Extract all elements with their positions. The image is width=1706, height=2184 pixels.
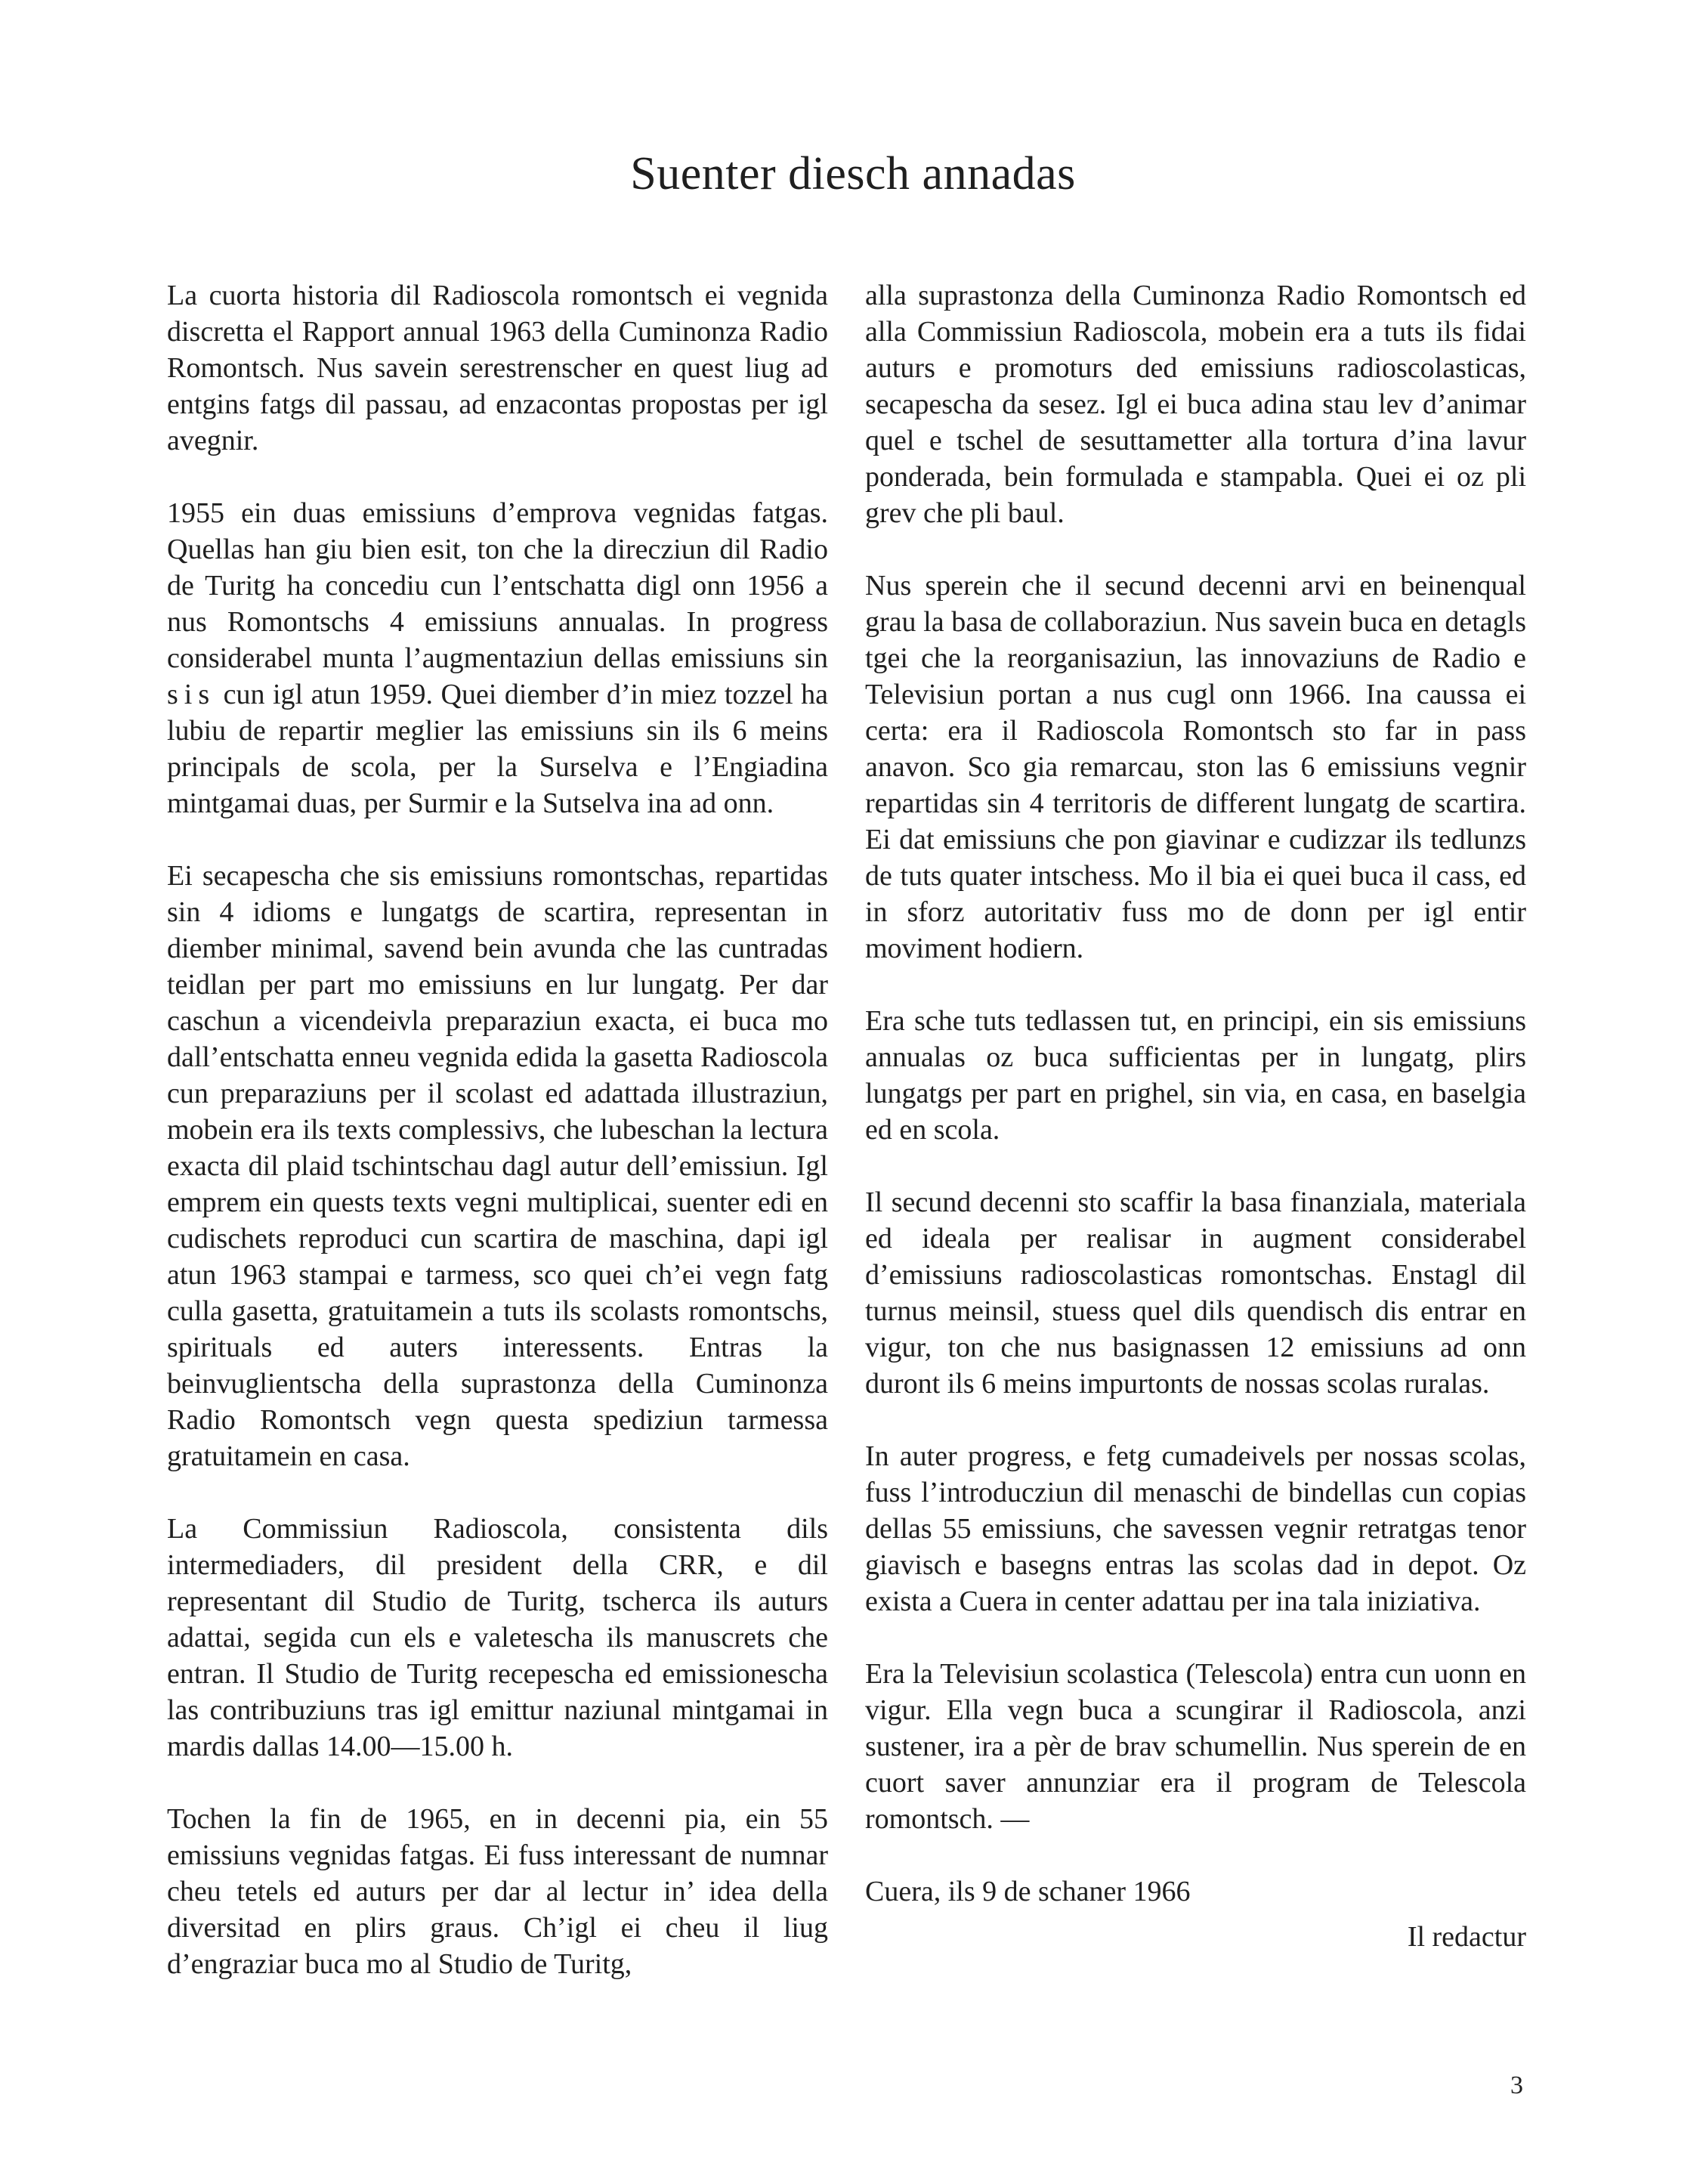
place-date: Cuera, ils 9 de schaner 1966 [865, 1876, 1191, 1907]
right-column [865, 277, 1526, 1955]
paragraph: Il secund decenni sto scaffir la basa finanziala, materiala ed ideala per realisar in augment considerabel d’emissiuns radioscolasticas romontschas. Enstagl dil turnus meinsil, stuess quel dils quendisch dis entrar en vigur, ton che nus basignassen 12 emissiuns ad onn duront ils 6 meins impurtonts de nossas scolas ruralas. [865, 1186, 1526, 1400]
left-column [167, 277, 828, 2018]
paragraph [167, 495, 828, 821]
paragraph: Era la Televisiun scolastica (Telescola) entra cun uonn en vigur. Ella vegn buca a scungirar il Radioscola, anzi sustener, ira a pèr de brav schumellin. Nus sperein de en cuort saver annunziar era il program de Telescola romontsch. — [865, 1658, 1526, 1835]
spaced-emphasis: sis [167, 679, 216, 710]
page-title: Suenter diesch annadas [630, 148, 1076, 200]
paragraph: La cuorta historia dil Radioscola romontsch ei vegnida discretta el Rapport annual 1963 della Cuminonza Radio Romontsch. Nus savein serestrenscher en quest liug ad entgins fatgs dil passau, ad enzacontas propostas per igl avegnir. [167, 280, 828, 456]
paragraph: alla suprastonza della Cuminonza Radio Romontsch ed alla Commissiun Radioscola, mobein era a tuts ils fidai auturs e promoturs ded emissiuns radioscolasticas, secapescha da sesez. Igl ei buca adina stau lev d’animar quel e tschel de sesuttametter alla tortura d’ina lavur ponderada, bein formulada e stampabla. Quei ei oz pli grev che pli baul. [865, 280, 1526, 529]
paragraph: Era sche tuts tedlassen tut, en principi, ein sis emissiuns annualas oz buca sufficientas per in lungatg, plirs lungatgs per part en prighel, sin via, en casa, en baselgia ed en scola. [865, 1005, 1526, 1146]
signature: Il redactur [1407, 1921, 1526, 1953]
paragraph: Ei secapescha che sis emissiuns romontschas, repartidas sin 4 idioms e lungatgs de scartira, representan in diember minimal, savend bein avunda che las cuntradas teidlan per part mo emissiuns en lur lungatg. Per dar caschun a vicendeivla preparaziun exacta, ei buca mo dall’entschatta enneu vegnida edida la gasetta Radioscola cun preparaziuns per il scolast ed adattada illustraziun, mobein era ils texts complessivs, che lubeschan la lectura exacta dil plaid tschintschau dagl autur dell’emissiun. Igl emprem ein quests texts vegni multiplicai, suenter edi en cudischets reproduci cun scartira de maschina, dapi igl atun 1963 stampai e tarmess, sco quei ch’ei vegn fatg culla gasetta, gratuitamein a tuts ils scolasts romontschs, spirituals ed auters interessents. Entras la beinvuglientscha della suprastonza della Cuminonza Radio Romontsch vegn questa spediziun tarmessa gratuitamein en casa. [167, 860, 828, 1472]
paragraph: Nus sperein che il secund decenni arvi en beinenqual grau la basa de collaboraziun. Nus savein buca en detagls tgei che la reorganisaziun, las innovaziuns de Radio e Televisiun portan a nus cugl onn 1966. Ina caussa ei certa: era il Radioscola Romontsch sto far in pass anavon. Sco gia remarcau, ston las 6 emissiuns vegnir repartidas sin 4 territoris de different lungatg de scartira. Ei dat emissiuns che pon giavinar e cudizzar ils tedlunzs de tuts quater intschess. Mo il bia ei quei buca il cass, ed in sforz autoritativ fuss mo de donn per igl entir moviment hodiern. [865, 570, 1526, 964]
paragraph: La Commissiun Radioscola, consistenta dils intermediaders, dil president della CRR, e dil representant dil Studio de Turitg, tscherca ils auturs adattai, segida cun els e valetescha ils manuscrets che entran. Il Studio de Turitg recepescha ed emissionescha las contribuziuns tras igl emittur naziunal mintgamai in mardis dallas 14.00—15.00 h. [167, 1513, 828, 1762]
page-number: 3 [1510, 2071, 1523, 2099]
paragraph-text: 1955 ein duas emissiuns d’emprova vegnidas fatgas. Quellas han giu bien esit, ton che la direcziun dil Radio de Turitg ha concediu cun l’entschatta digl onn 1956 a nus Romontschs 4 emissiuns annualas. In progress considerabel munta l’augmentaziun dellas emissiuns sin [167, 497, 828, 674]
paragraph: Tochen la fin de 1965, en in decenni pia, ein 55 emissiuns vegnidas fatgas. Ei fuss interessant de numnar cheu tetels ed auturs per dar al lectur in’ idea della diversitad en plirs graus. Ch’igl ei cheu il liug d’engraziar buca mo al Studio de Turitg, [167, 1803, 828, 1980]
paragraph: In auter progress, e fetg cumadeivels per nossas scolas, fuss l’introducziun dil menaschi de bindellas cun copias dellas 55 emissiuns, che savessen vegnir retratgas tenor giavisch e basegns entras las scolas dad in depot. Oz exista a Cuera in center adattau per ina tala iniziativa. [865, 1440, 1526, 1617]
paragraph-text: cun igl atun 1959. Quei diember d’in miez tozzel ha lubiu de repartir meglier las emissiuns sin ils 6 meins principals de scola, per la Surselva e l’Engiadina mintgamai duas, per Surmir e la Sutselva ina ad onn. [167, 679, 828, 819]
